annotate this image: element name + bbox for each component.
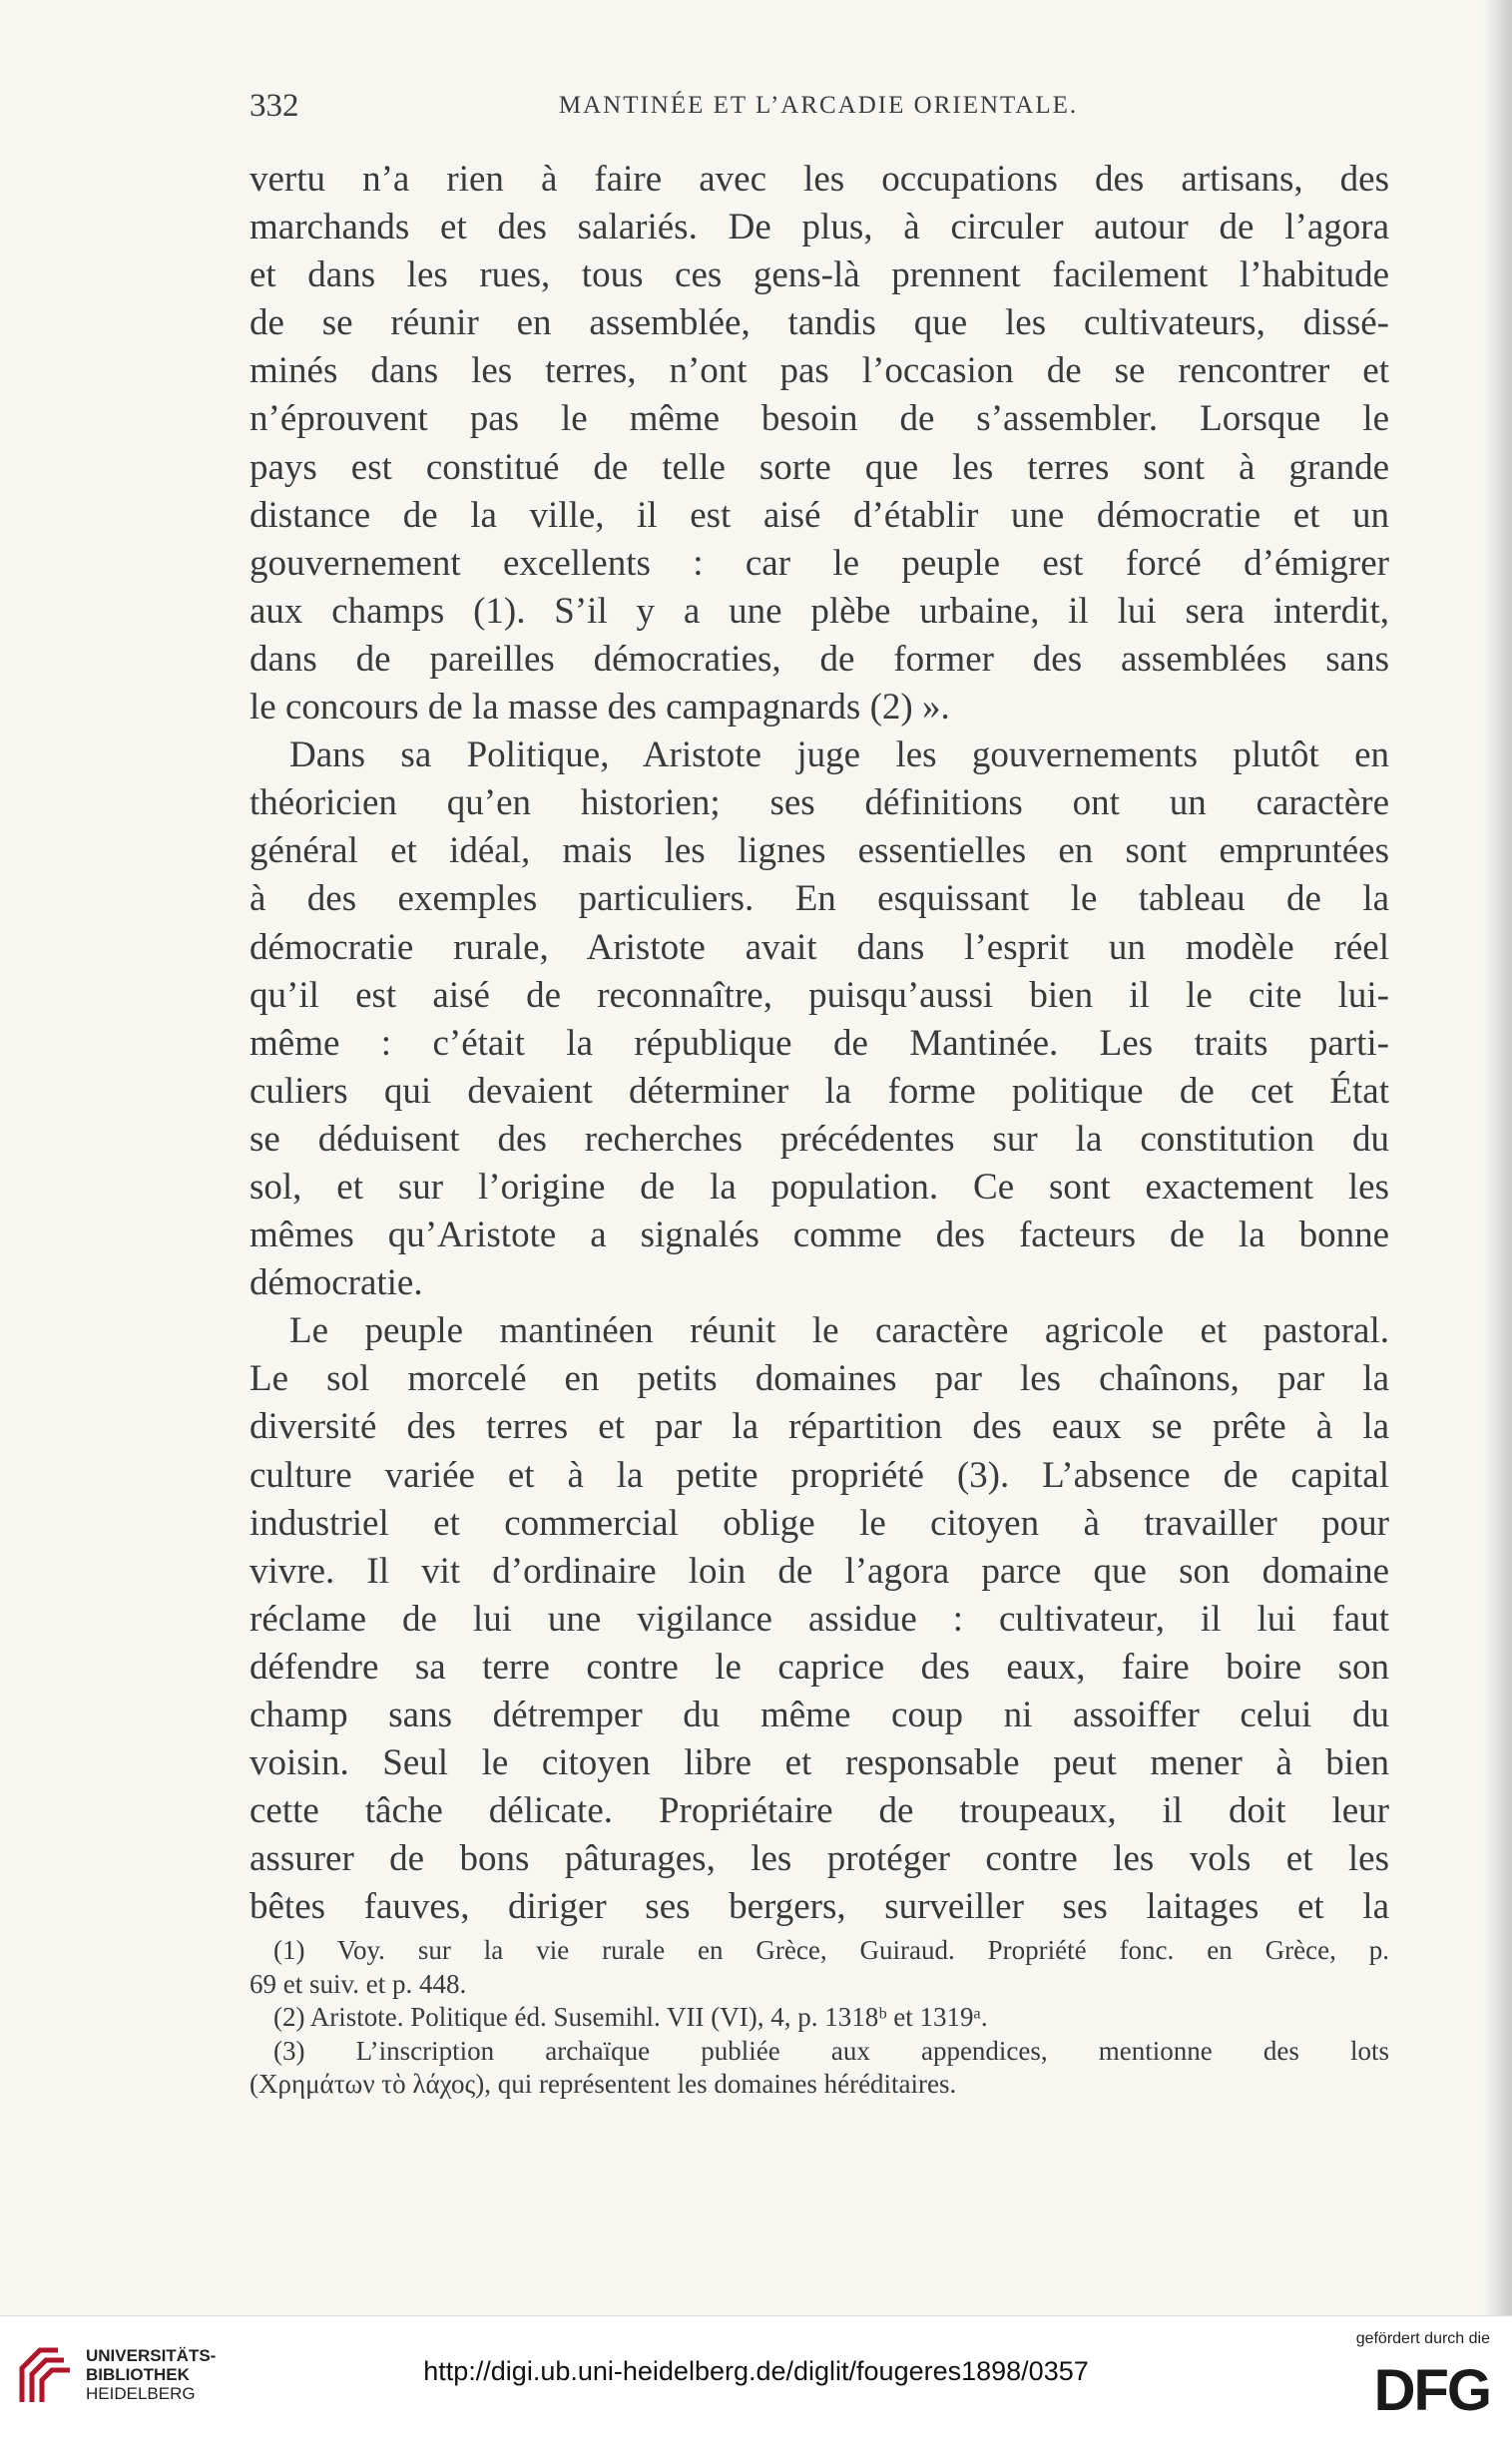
- text-line: démocratie.: [250, 1262, 423, 1304]
- text-line: et dans les rues, tous ces gens-là prennent facilement l’habitude: [250, 254, 1389, 296]
- text-line: même : c’était la république de Mantinée. Les traits parti-: [250, 1022, 1389, 1064]
- text-line: marchands et des salariés. De plus, à circuler autour de l’agora: [250, 207, 1389, 248]
- footnotes: [250, 1934, 1389, 2102]
- footnote-line: (1) Voy. sur la vie rurale en Grèce, Guiraud. Propriété fonc. en Grèce, p.: [273, 1935, 1389, 1965]
- text-line: culture variée et à la petite propriété (3). L’absence de capital: [250, 1454, 1389, 1496]
- text-line: pays est constitué de telle sorte que les terres sont à grande: [250, 446, 1389, 488]
- footnote-line: (Χρημάτων τὸ λάχος), qui représentent les domaines héréditaires.: [250, 2069, 957, 2099]
- main-text: [250, 156, 1389, 1931]
- text-line: diversité des terres et par la répartition des eaux se prête à la: [250, 1406, 1389, 1448]
- text-line: cette tâche délicate. Propriétaire de troupeaux, il doit leur: [250, 1790, 1389, 1832]
- text-line: qu’il est aisé de reconnaître, puisqu’aussi bien il le cite lui-: [250, 974, 1389, 1016]
- text-line: vertu n’a rien à faire avec les occupations des artisans, des: [250, 159, 1389, 200]
- text-line: industriel et commercial oblige le citoyen à travailler pour: [250, 1502, 1389, 1544]
- text-line: à des exemples particuliers. En esquissant le tableau de la: [250, 878, 1389, 920]
- text-line: minés dans les terres, n’ont pas l’occasion de se rencontrer et: [250, 350, 1389, 392]
- running-title: MANTINÉE ET L’ARCADIE ORIENTALE.: [558, 92, 1079, 119]
- text-line: voisin. Seul le citoyen libre et responsable peut mener à bien: [250, 1742, 1389, 1784]
- footnote-line: (2) Aristote. Politique éd. Susemihl. VII (VI), 4, p. 1318ᵇ et 1319ᵃ.: [273, 2002, 988, 2032]
- text-line: dans de pareilles démocraties, de former des assemblées sans: [250, 638, 1389, 680]
- text-line: culiers qui devaient déterminer la forme politique de cet État: [250, 1070, 1389, 1112]
- text-line: théoricien qu’en historien; ses définitions ont un caractère: [250, 782, 1389, 824]
- text-line: distance de la ville, il est aisé d’établir une démocratie et un: [250, 494, 1389, 536]
- text-line: général et idéal, mais les lignes essentielles en sont empruntées: [250, 830, 1389, 872]
- page-edge-shadow: [1484, 0, 1512, 2315]
- library-name-line: HEIDELBERG: [86, 2384, 196, 2403]
- text-line: réclame de lui une vigilance assidue : cultivateur, il lui faut: [250, 1598, 1389, 1640]
- text-line: gouvernement excellents : car le peuple est forcé d’émigrer: [250, 542, 1389, 584]
- library-name-line: BIBLIOTHEK: [86, 2365, 190, 2384]
- text-line: vivre. Il vit d’ordinaire loin de l’agora parce que son domaine: [250, 1550, 1389, 1592]
- text-line: se déduisent des recherches précédentes sur la constitution du: [250, 1118, 1389, 1160]
- text-line: le concours de la masse des campagnards (2) ».: [250, 687, 950, 729]
- page-number: 332: [250, 88, 299, 124]
- text-line: assurer de bons pâturages, les protéger contre les vols et les: [250, 1838, 1389, 1880]
- text-line: mêmes qu’Aristote a signalés comme des facteurs de la bonne: [250, 1215, 1389, 1256]
- viewer-footer: [0, 2315, 1512, 2437]
- text-line: Le peuple mantinéen réunit le caractère agricole et pastoral.: [289, 1310, 1389, 1352]
- text-line: champ sans détremper du même coup ni assoiffer celui du: [250, 1695, 1389, 1735]
- page-header: [250, 88, 1387, 132]
- text-line: Dans sa Politique, Aristote juge les gouvernements plutôt en: [289, 734, 1389, 776]
- dfg-logo[interactable]: DFG: [1373, 2358, 1490, 2423]
- footnote-line: (3) L’inscription archaïque publiée aux appendices, mentionne des lots: [273, 2035, 1389, 2066]
- funding-caption: gefördert durch die: [1355, 2330, 1490, 2347]
- text-line: de se réunir en assemblée, tandis que les cultivateurs, dissé-: [250, 302, 1389, 344]
- text-line: sol, et sur l’origine de la population. Ce sont exactement les: [250, 1166, 1389, 1208]
- text-line: bêtes fauves, diriger ses bergers, surveiller ses laitages et la: [250, 1886, 1389, 1928]
- text-line: défendre sa terre contre le caprice des eaux, faire boire son: [250, 1646, 1389, 1688]
- footnote-line: 69 et suiv. et p. 448.: [250, 1968, 467, 1999]
- text-line: démocratie rurale, Aristote avait dans l’esprit un modèle réel: [250, 926, 1389, 968]
- library-name-line: UNIVERSITÄTS-: [86, 2346, 217, 2365]
- text-line: aux champs (1). S’il y a une plèbe urbaine, il lui sera interdit,: [250, 590, 1389, 632]
- text-line: n’éprouvent pas le même besoin de s’assembler. Lorsque le: [250, 398, 1389, 440]
- text-line: Le sol morcelé en petits domaines par les chaînons, par la: [250, 1358, 1389, 1400]
- permalink-url[interactable]: http://digi.ub.uni-heidelberg.de/diglit/fougeres1898/0357: [423, 2356, 1089, 2386]
